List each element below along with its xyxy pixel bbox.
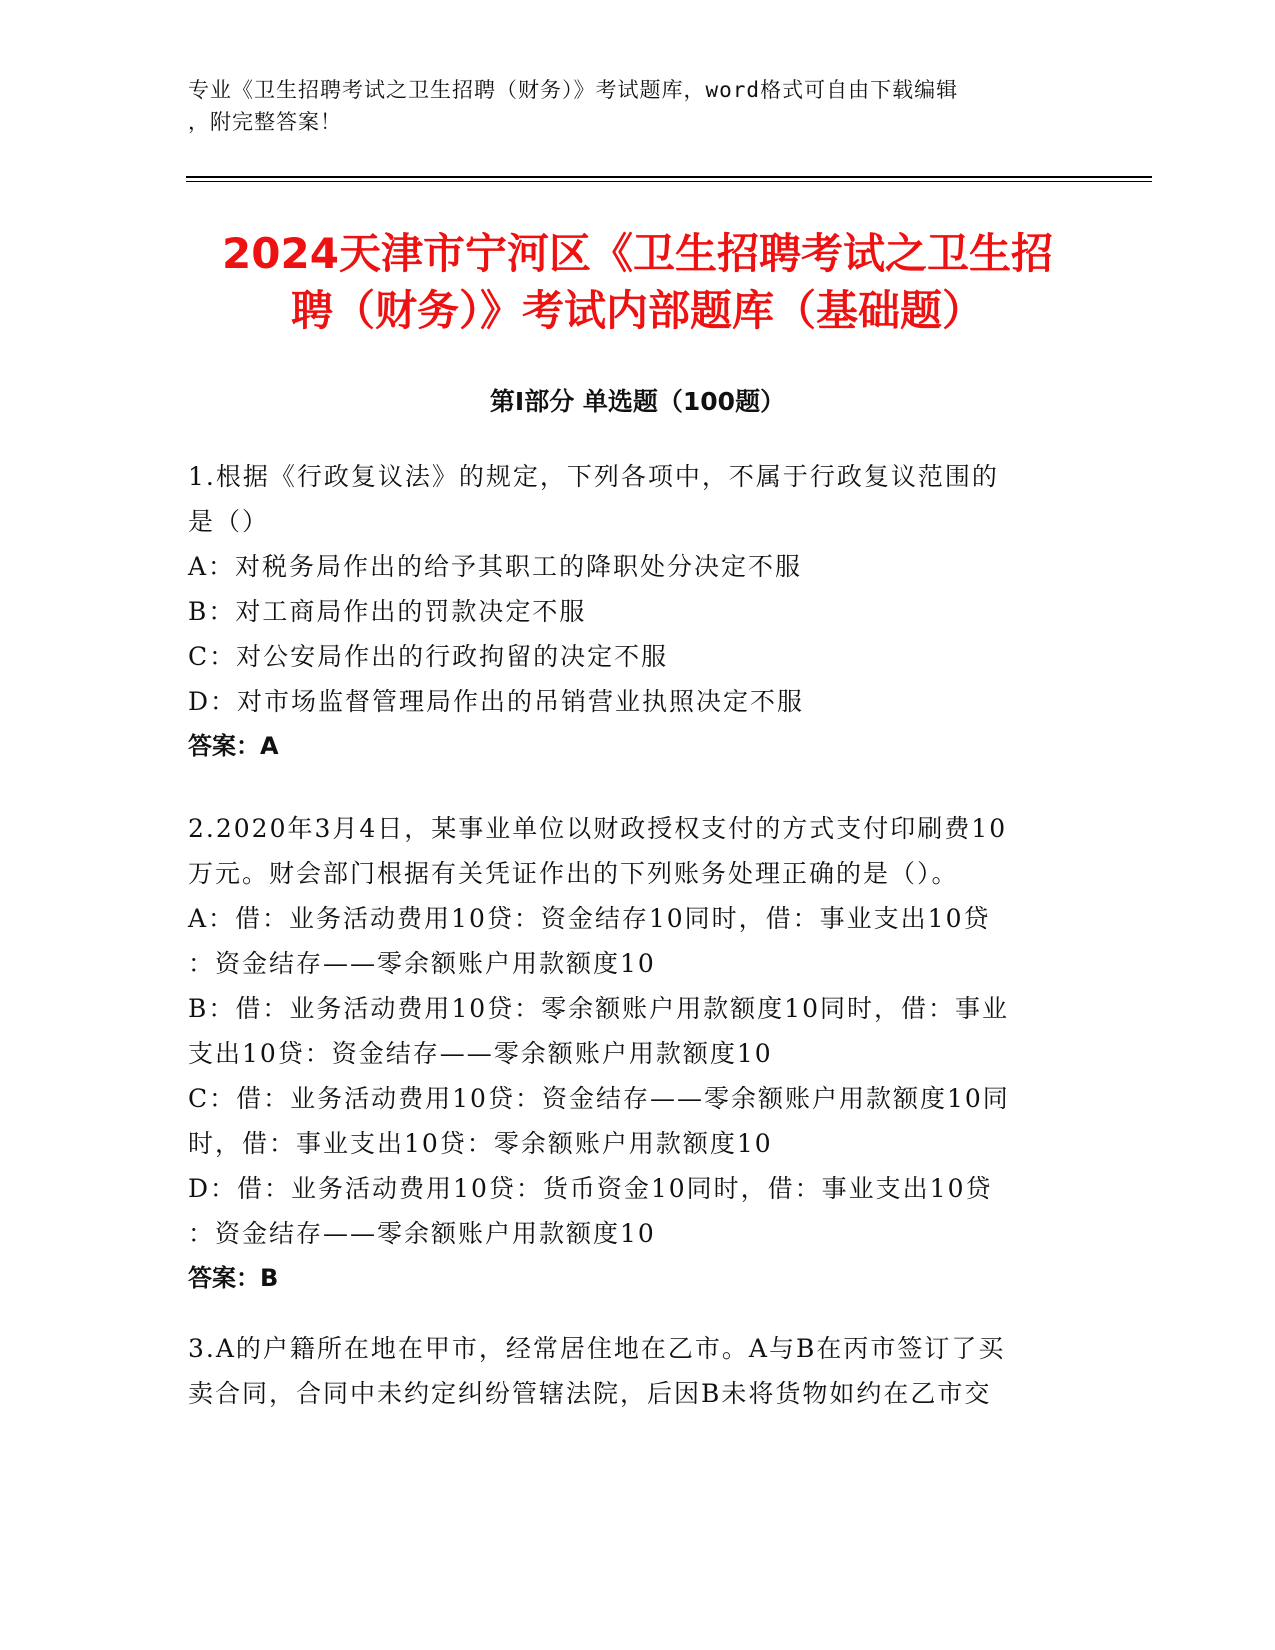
header-note-line: 专业《卫生招聘考试之卫生招聘（财务）》考试题库，word格式可自由下载编辑: [188, 78, 959, 102]
option-b: B：借：业务活动费用10贷：零余额账户用款额度10同时，借：事业: [188, 994, 1009, 1023]
option-a: A：借：业务活动费用10贷：资金结存10同时，借：事业支出10贷: [188, 904, 991, 933]
question-stem: 卖合同，合同中未约定纠纷管辖法院，后因B未将货物如约在乙市交: [188, 1379, 992, 1408]
document-title-line: 2024天津市宁河区《卫生招聘考试之卫生招: [222, 229, 1053, 278]
question-1: [188, 454, 1068, 769]
question-stem: 1.根据《行政复议法》的规定，下列各项中，不属于行政复议范围的: [188, 462, 999, 491]
option-d-cont: ：资金结存——零余额账户用款额度10: [188, 1219, 656, 1248]
option-c-cont: 时，借：事业支出10贷：零余额账户用款额度10: [188, 1129, 773, 1158]
header-note: [188, 74, 1068, 138]
option-c: C：借：业务活动费用10贷：资金结存——零余额账户用款额度10同: [188, 1084, 1010, 1113]
document-title: [150, 225, 1125, 339]
answer: 答案：B: [188, 1264, 279, 1292]
answer: 答案：A: [188, 732, 279, 760]
question-stem: 万元。财会部门根据有关凭证作出的下列账务处理正确的是（）。: [188, 859, 959, 888]
option-a-cont: ：资金结存——零余额账户用款额度10: [188, 949, 656, 978]
option-c: C：对公安局作出的行政拘留的决定不服: [188, 642, 669, 671]
header-note-line: ，附完整答案！: [188, 110, 342, 134]
document-title-line: 聘（财务）》考试内部题库（基础题）: [290, 286, 984, 335]
option-d: D：借：业务活动费用10贷：货币资金10同时，借：事业支出10贷: [188, 1174, 993, 1203]
option-b-cont: 支出10贷：资金结存——零余额账户用款额度10: [188, 1039, 773, 1068]
question-stem: 3.A的户籍所在地在甲市，经常居住地在乙市。A与B在丙市签订了买: [188, 1334, 1006, 1363]
section-title: 第Ⅰ部分 单选题（100题）: [489, 387, 786, 416]
option-d: D：对市场监督管理局作出的吊销营业执照决定不服: [188, 687, 805, 716]
question-2: [188, 806, 1068, 1301]
option-b: B：对工商局作出的罚款决定不服: [188, 597, 587, 626]
option-a: A：对税务局作出的给予其职工的降职处分决定不服: [188, 552, 803, 581]
header-divider-thin: [186, 181, 1152, 182]
header-divider-thick: [186, 176, 1152, 178]
question-stem: 是（）: [188, 507, 270, 536]
question-stem: 2.2020年3月4日，某事业单位以财政授权支付的方式支付印刷费10: [188, 814, 1008, 843]
question-3: [188, 1326, 1068, 1416]
